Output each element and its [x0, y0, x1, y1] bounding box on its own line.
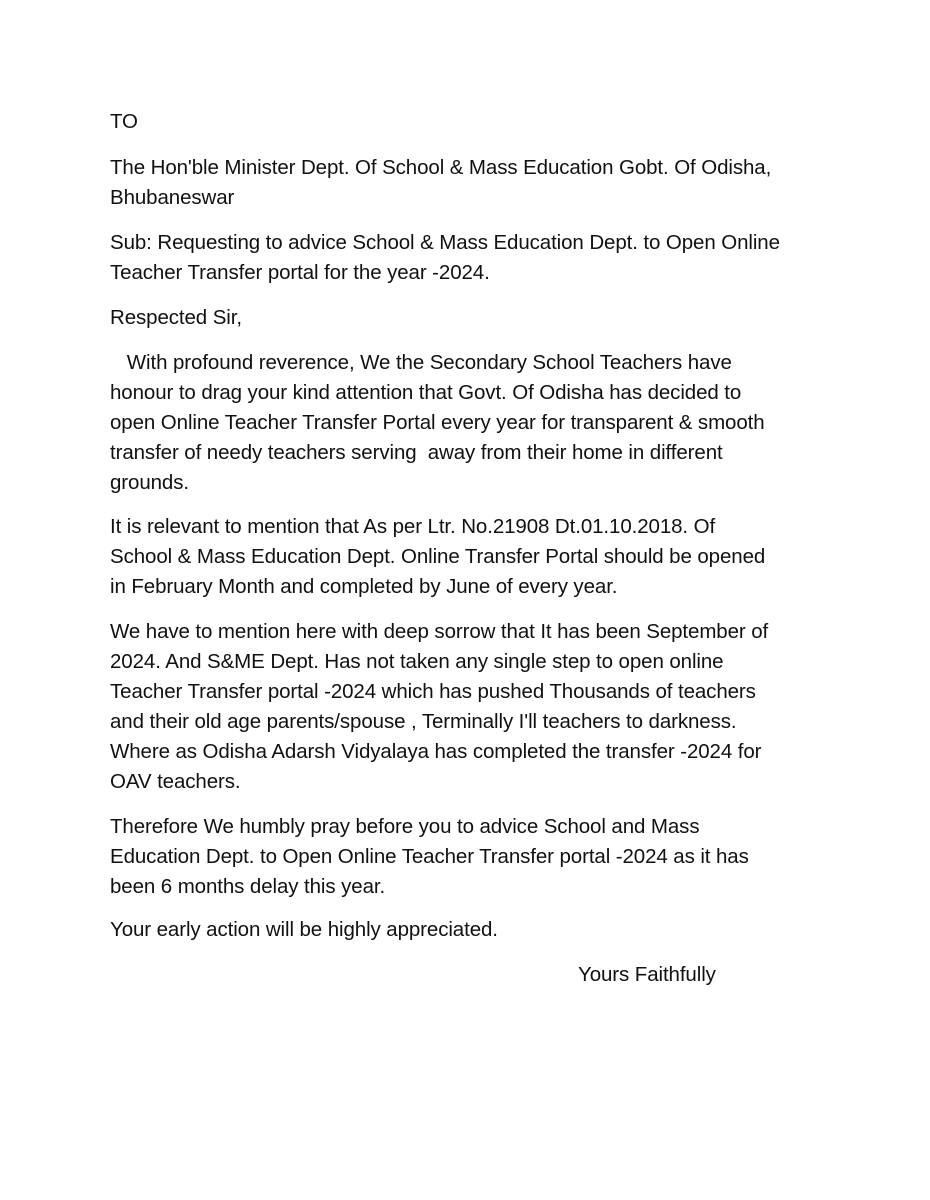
- body-paragraph-4: Therefore We humbly pray before you to advice School and Mass Education Dept. to Open Online Teacher Transfer portal -2024 as it has been 6 months delay this year.: [110, 815, 749, 898]
- body-paragraph-3: We have to mention here with deep sorrow that It has been September of 2024. And S&ME Dept. Has not taken any single step to open online Teacher Transfer portal -2024 which has pushed Thousands of teachers and their old age parents/spouse , Terminally I'll teachers to darkness. Where as Odisha Adarsh Vidyalaya has completed the transfer -2024 for OAV teachers.: [110, 620, 769, 793]
- salutation: Respected Sir,: [110, 306, 242, 329]
- body-paragraph-1: With profound reverence, We the Secondary School Teachers have honour to drag your kind attention that Govt. Of Odisha has decided to open Online Teacher Transfer Portal every year for transparent & smooth transfer of needy teachers serving away from their home in different grounds.: [110, 351, 765, 494]
- recipient-line: TO: [110, 110, 138, 133]
- closing-line: Your early action will be highly appreciated.: [110, 918, 498, 941]
- recipient-address: The Hon'ble Minister Dept. Of School & Mass Education Gobt. Of Odisha, Bhubaneswar: [110, 156, 772, 209]
- signoff: Yours Faithfully: [578, 963, 716, 986]
- body-paragraph-2: It is relevant to mention that As per Ltr. No.21908 Dt.01.10.2018. Of School & Mass Education Dept. Online Transfer Portal should be opened in February Month and completed by June of every year.: [110, 515, 766, 598]
- subject-line: Sub: Requesting to advice School & Mass Education Dept. to Open Online Teacher Transfer portal for the year -2024.: [110, 231, 780, 284]
